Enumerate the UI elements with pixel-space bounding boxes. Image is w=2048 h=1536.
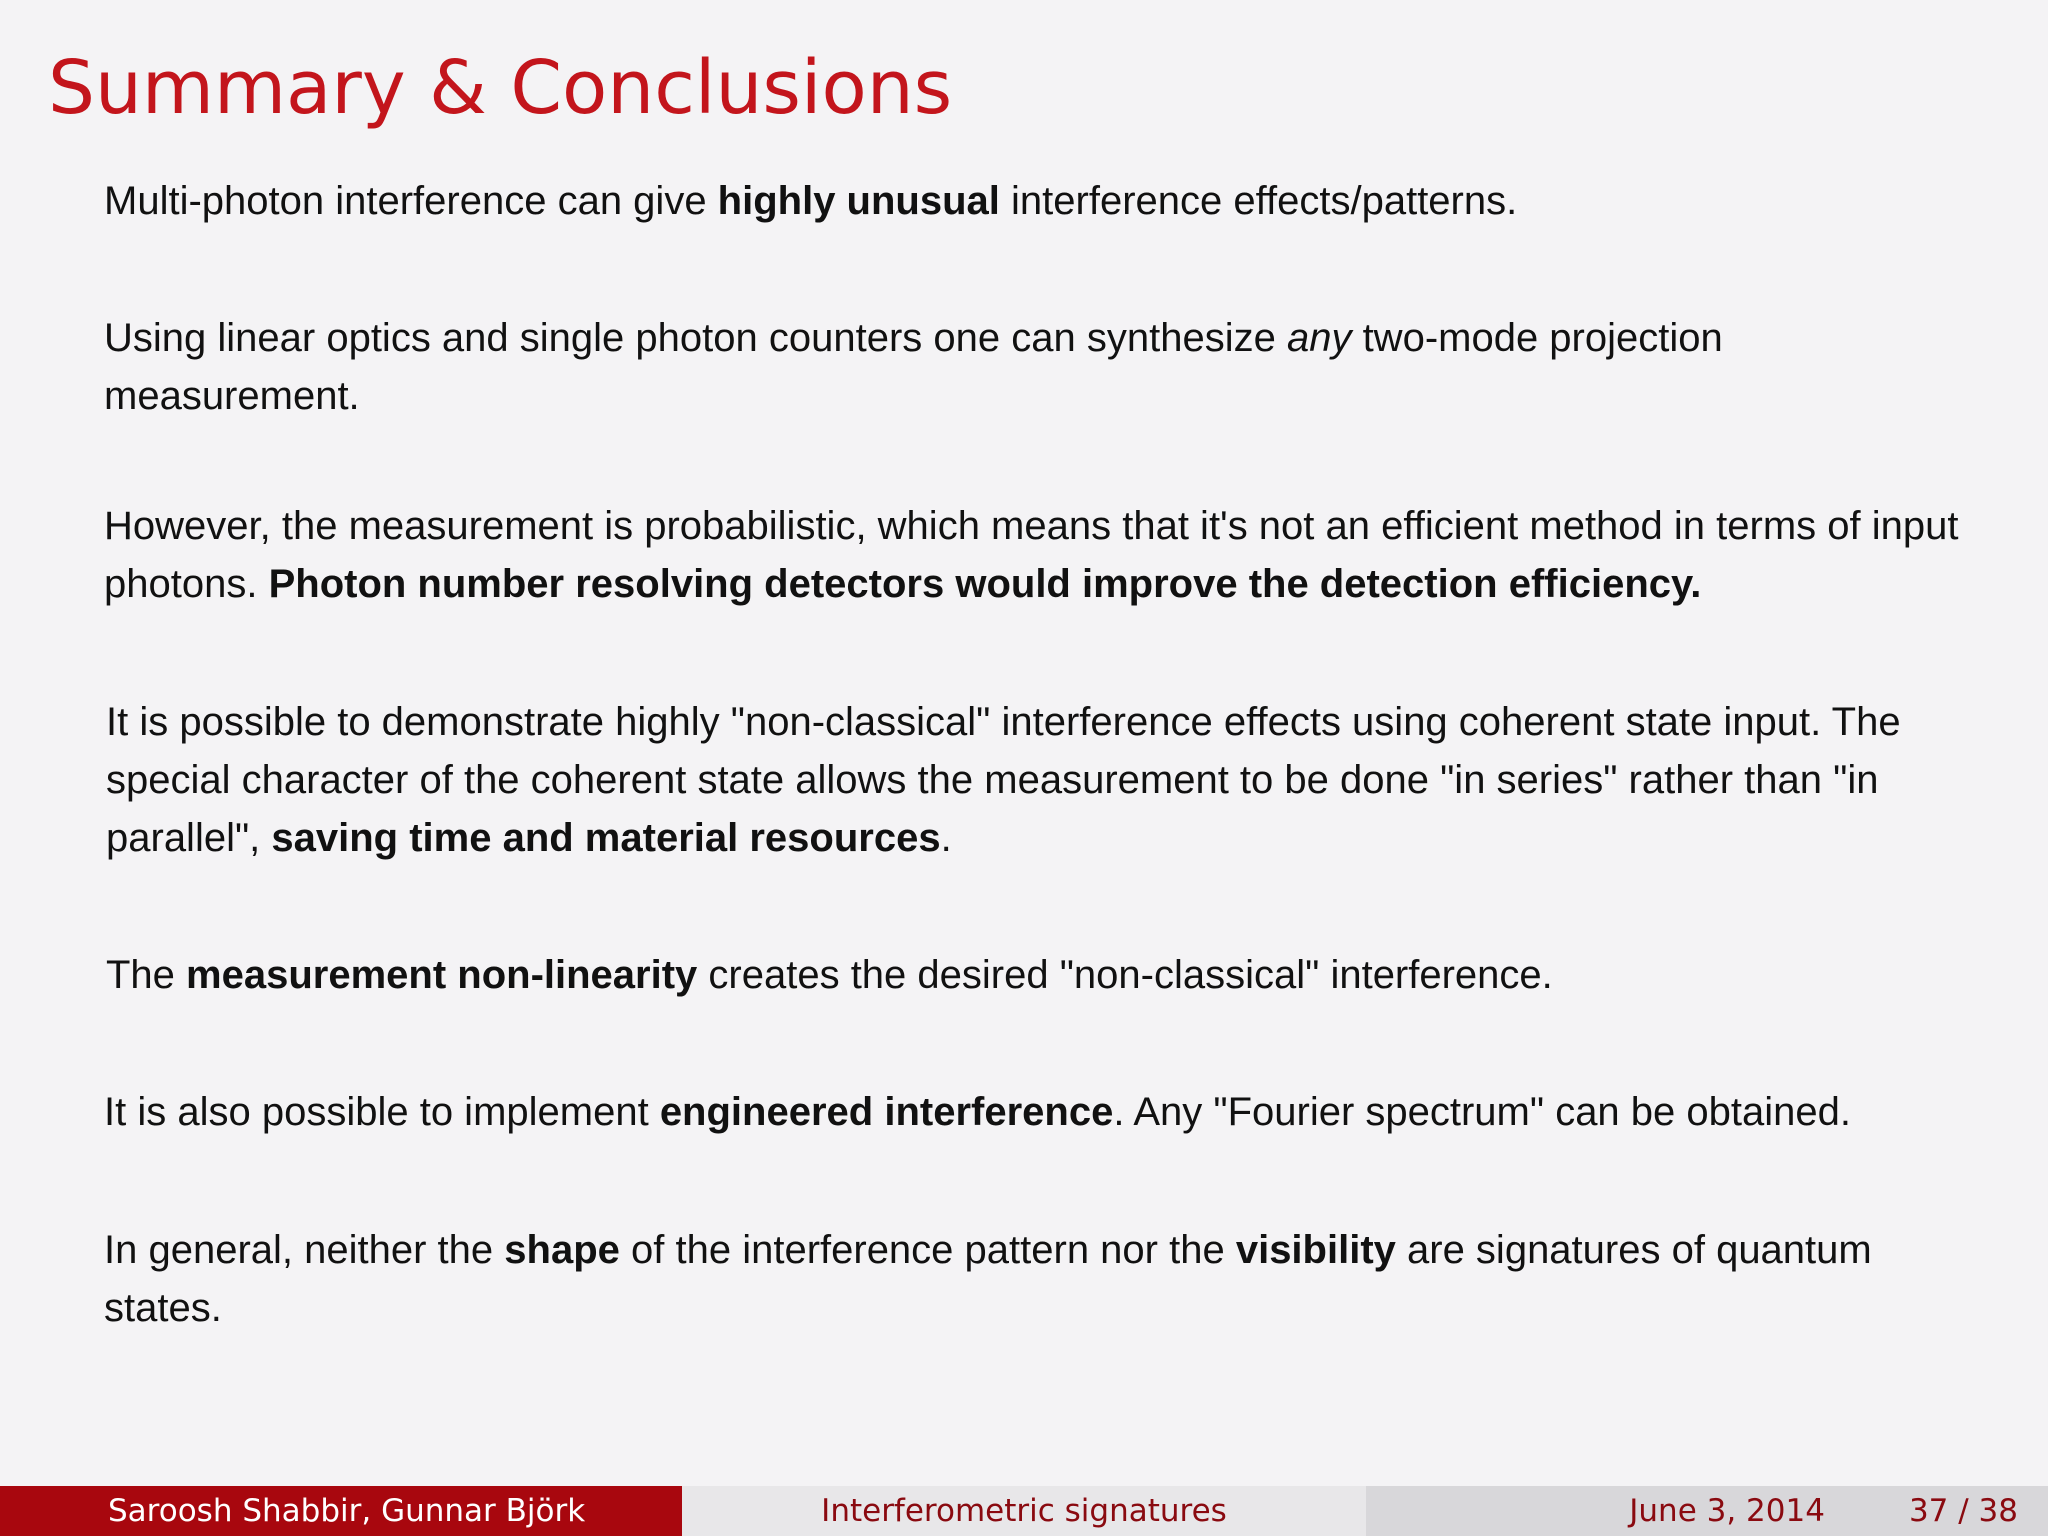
footer-bar xyxy=(0,1486,2048,1536)
paragraph-4-text: It is possible to demonstrate highly "non-classical" interference effects using coherent state input. The special character of the coherent state allows the measurement to be done "in series" rather than "in parallel", xyxy=(106,700,1901,860)
paragraph-7-text-mid: of the interference pattern nor the xyxy=(619,1228,1236,1272)
paragraph-1-text: Multi-photon interference can give xyxy=(104,179,718,223)
paragraph-6 xyxy=(104,1083,2004,1141)
paragraph-6-text-end: . Any "Fourier spectrum" can be obtained. xyxy=(1113,1090,1851,1134)
paragraph-7-bold-visibility: visibility xyxy=(1235,1228,1396,1272)
footer-authors: Saroosh Shabbir, Gunnar Björk xyxy=(0,1486,682,1536)
footer-right-section xyxy=(1366,1486,2048,1536)
paragraph-6-text: It is also possible to implement xyxy=(104,1090,660,1134)
paragraph-5-text-end: creates the desired "non-classical" interference. xyxy=(697,953,1553,997)
paragraph-1 xyxy=(104,172,2004,230)
paragraph-5 xyxy=(106,946,2006,1004)
paragraph-7 xyxy=(104,1221,1924,1337)
footer-page-number: 37 / 38 xyxy=(1908,1493,2018,1529)
paragraph-3-text: However, the measurement is probabilistic, which means that it's not an efficient method in terms of input photons. xyxy=(104,504,1959,606)
footer-talk-title: Interferometric signatures xyxy=(682,1486,1366,1536)
paragraph-5-text: The xyxy=(106,953,187,997)
footer-date: June 3, 2014 xyxy=(1629,1493,1825,1529)
paragraph-2 xyxy=(104,309,1924,425)
paragraph-2-text-end: two-mode projection measurement. xyxy=(104,316,1723,418)
paragraph-4 xyxy=(106,693,2006,867)
paragraph-1-text-end: interference effects/patterns. xyxy=(999,179,1518,223)
paragraph-3 xyxy=(104,497,2004,613)
paragraph-3-bold: Photon number resolving detectors would improve the detection efficiency. xyxy=(268,562,1702,606)
paragraph-2-text: Using linear optics and single photon counters one can synthesize xyxy=(104,316,1287,360)
paragraph-7-bold-shape: shape xyxy=(504,1228,620,1272)
paragraph-6-bold: engineered interference xyxy=(659,1090,1114,1134)
paragraph-7-text: In general, neither the xyxy=(104,1228,505,1272)
paragraph-1-bold: highly unusual xyxy=(717,179,1000,223)
paragraph-7-text-end: are signatures of quantum states. xyxy=(104,1228,1872,1330)
slide-title: Summary & Conclusions xyxy=(48,45,953,131)
paragraph-4-bold: saving time and material resources xyxy=(271,816,941,860)
paragraph-2-italic: any xyxy=(1286,316,1352,360)
paragraph-5-bold: measurement non-linearity xyxy=(186,953,698,997)
paragraph-4-text-end: . xyxy=(940,816,952,860)
